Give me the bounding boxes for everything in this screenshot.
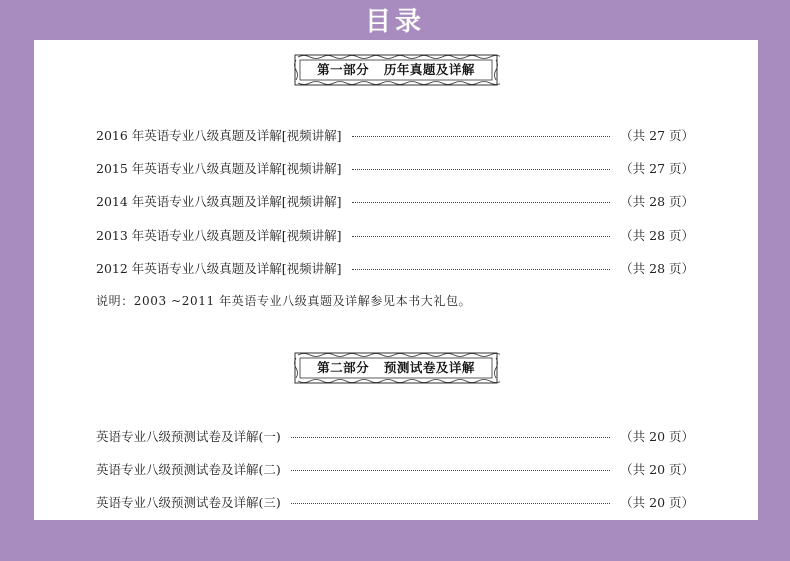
- note-text: 说明：2003 ~2011 年英语专业八级真题及详解参见本书大礼包。: [96, 294, 472, 308]
- toc-entry-pages: （共 20 页）: [620, 462, 694, 477]
- toc-entry-title: 英语专业八级预测试卷及详解(二): [96, 462, 281, 477]
- toc-entry-title: 英语专业八级预测试卷及详解(一): [96, 429, 281, 444]
- toc-entry-2013[interactable]: [96, 225, 694, 245]
- dot-leader: [352, 136, 611, 137]
- toc-entry-mock-1[interactable]: [96, 426, 694, 446]
- toc-entry-pages: （共 28 页）: [620, 228, 694, 243]
- toc-entry-2014[interactable]: [96, 191, 694, 211]
- toc-entry-title: 2013 年英语专业八级真题及详解[视频讲解]: [96, 228, 342, 243]
- dot-leader: [352, 169, 611, 170]
- toc-entry-pages: （共 28 页）: [620, 261, 694, 276]
- toc-entry-pages: （共 20 页）: [620, 495, 694, 510]
- dot-leader: [291, 437, 610, 438]
- dot-leader: [352, 269, 611, 270]
- toc-entry-mock-3[interactable]: [96, 492, 694, 512]
- page-title: 目录: [364, 7, 425, 37]
- toc-entry-title: 2014 年英语专业八级真题及详解[视频讲解]: [96, 194, 342, 209]
- part1-heading: 第一部分 历年真题及详解: [317, 62, 475, 77]
- dot-leader: [291, 470, 610, 471]
- toc-entry-title: 2016 年英语专业八级真题及详解[视频讲解]: [96, 128, 342, 143]
- toc-entry-2015[interactable]: [96, 158, 694, 178]
- toc-entry-2012[interactable]: [96, 258, 694, 278]
- toc-entry-mock-2[interactable]: [96, 459, 694, 479]
- part2-heading-banner: [292, 350, 500, 386]
- toc-entry-title: 2012 年英语专业八级真题及详解[视频讲解]: [96, 261, 342, 276]
- toc-entry-pages: （共 28 页）: [620, 194, 694, 209]
- dot-leader: [291, 503, 610, 504]
- toc-entry-pages: （共 27 页）: [620, 161, 694, 176]
- toc-entry-pages: （共 20 页）: [620, 429, 694, 444]
- toc-sheet: [34, 40, 758, 520]
- toc-entry-title: 2015 年英语专业八级真题及详解[视频讲解]: [96, 161, 342, 176]
- dot-leader: [352, 236, 611, 237]
- part2-heading: 第二部分 预测试卷及详解: [317, 360, 475, 375]
- toc-entry-2016[interactable]: [96, 125, 694, 145]
- toc-entry-title: 英语专业八级预测试卷及详解(三): [96, 495, 281, 510]
- toc-entry-pages: （共 27 页）: [620, 128, 694, 143]
- part1-heading-banner: [292, 52, 500, 88]
- dot-leader: [352, 202, 611, 203]
